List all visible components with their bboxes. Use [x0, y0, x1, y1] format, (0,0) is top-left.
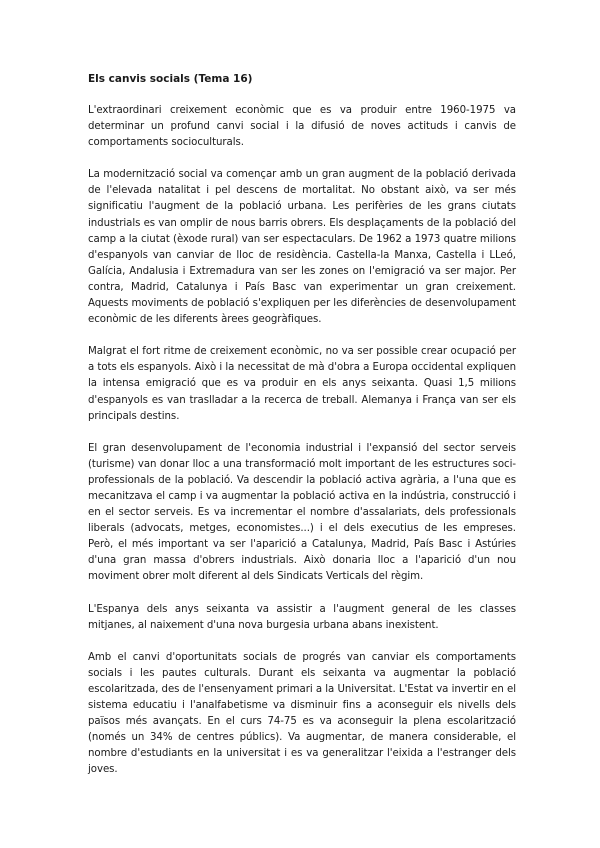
document-page — [88, 71, 516, 794]
paragraph-social-modernization: La modernització social va començar amb un gran augment de la població derivada de l'elevada natalitat i pel descens de mortalitat. No obstant això, va ser més significatiu l'augment de la població urbana. Les perifèries de les grans ciutats industrials es van omplir de nous barris obrers. Els desplaçaments de la població del camp a la ciutat (èxode rural) van ser espectaculars. De 1962 a 1973 quatre milions d'espanyols van canviar de lloc de residència. Castella-la Manxa, Castella i LLeó, Galícia, Andalusia i Extremadura van ser les zones on l'emigració va ser major. Per contra, Madrid, Catalunya i País Basc van experimentar un gran creixement. Aquests moviments de població s'expliquen per les diferències de desenvolupament econòmic de les diferents àrees geogràfiques. — [88, 169, 516, 326]
paragraph-cultural-changes: Amb el canvi d'oportunitats socials de progrés van canviar els comportaments socials i les pautes culturals. Durant els seixanta va augmentar la població escolaritzada, des de l'ensenyament primari a la Universitat. L'Estat va invertir en el sistema educatiu i l'analfabetisme va disminuir fins a aconseguir els nivells dels països més avançats. En el curs 74-75 es va aconseguir la plena escolarització (només un 34% de centres públics). Va augmentar, de manera considerable, el nombre d'estudiants en la universitat i es va generalitzar l'eixida a l'estranger dels joves. — [88, 651, 516, 776]
paragraph-socioprofessional-structure: El gran desenvolupament de l'economia industrial i l'expansió del sector serveis (turisme) van donar lloc a una transformació molt important de les estructures soci-professionals de la població. Va descendir la població activa agrària, a l'una que es mecanitzava el camp i va augmentar la població activa en la indústria, construcció i en el sector serveis. Es va incrementar el nombre d'assalariats, dels professionals liberals (advocats, metges, economistes...) i el dels executius de les empreses. Però, el més important va ser l'aparició a Catalunya, Madrid, País Basc i Astúries d'una gran massa d'obrers industrials. Això donaria lloc a l'aparició d'un nou moviment obrer molt diferent al dels Sindicats Verticals del règim. — [88, 442, 516, 583]
document-title: Els canvis socials (Tema 16) — [88, 73, 253, 85]
paragraph-intro: L'extraordinari creixement econòmic que es va produir entre 1960-1975 va determinar un profund canvi social i la difusió de noves actituds i canvis de comportaments socioculturals. — [88, 105, 516, 149]
paragraph-emigration: Malgrat el fort ritme de creixement econòmic, no va ser possible crear ocupació per a tots els espanyols. Això i la necessitat de mà d'obra a Europa occidental expliquen la intensa emigració que es va produir en els anys seixanta. Quasi 1,5 milions d'espanyols es van traslladar a la recerca de treball. Alemanya i França van ser els principals destins. — [88, 346, 516, 422]
paragraph-middle-classes: L'Espanya dels anys seixanta va assistir a l'augment general de les classes mitjanes, al naixement d'una nova burgesia urbana abans inexistent. — [88, 603, 516, 631]
